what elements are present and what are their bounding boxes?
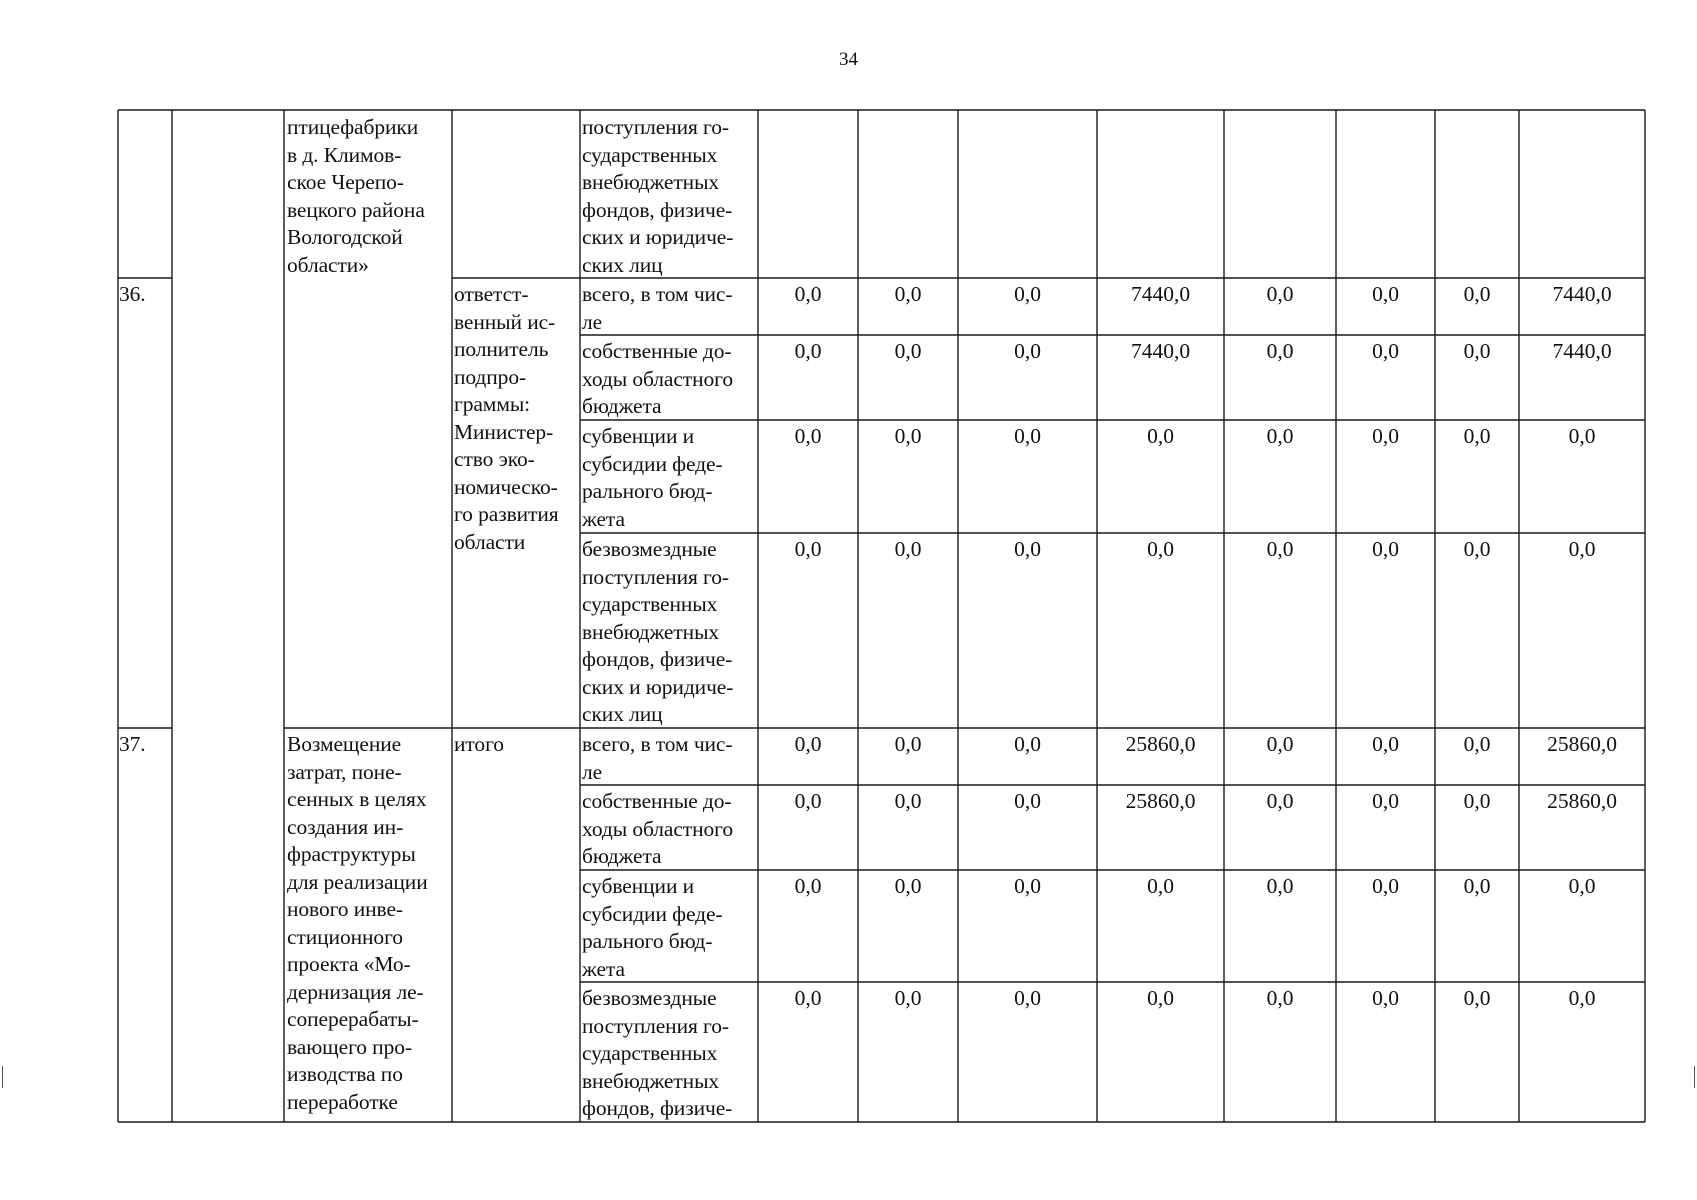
source-36-total: всего, в том чис- ле bbox=[582, 282, 733, 334]
row37-value-3-0: 0,0 bbox=[794, 986, 822, 1010]
funding-source-continued: поступления го- сударственных внебюджетных фондов, физиче- ских и юридиче- ских лиц bbox=[582, 115, 734, 277]
row37-value-1-4: 0,0 bbox=[1266, 789, 1294, 813]
row36-value-1-6: 0,0 bbox=[1463, 339, 1491, 363]
row37-value-3-7: 0,0 bbox=[1568, 986, 1596, 1010]
row36-value-1-5: 0,0 bbox=[1372, 339, 1399, 363]
row37-value-2-5: 0,0 bbox=[1372, 874, 1399, 898]
row36-value-1-3: 7440,0 bbox=[1130, 339, 1191, 363]
object-name-continued: птицефабрики в д. Климов- ское Черепо- вецкого района Вологодской области» bbox=[287, 115, 425, 277]
scan-edge-mark-left bbox=[2, 1066, 3, 1088]
source-37-total: всего, в том чис- ле bbox=[582, 732, 733, 784]
row-number-36: 36. bbox=[119, 282, 146, 306]
row37-value-2-3: 0,0 bbox=[1147, 874, 1174, 898]
source-36-federal: субвенции и субсидии феде- рального бюд- жета bbox=[582, 424, 723, 531]
row37-value-1-6: 0,0 bbox=[1463, 789, 1491, 813]
source-37-own: собственные до- ходы областного бюджета bbox=[582, 789, 733, 868]
row37-value-2-7: 0,0 bbox=[1568, 874, 1596, 898]
row37-value-1-0: 0,0 bbox=[794, 789, 822, 813]
row36-value-3-2: 0,0 bbox=[1014, 537, 1041, 561]
row36-value-3-7: 0,0 bbox=[1568, 537, 1596, 561]
row36-value-0-1: 0,0 bbox=[894, 282, 922, 306]
row36-value-3-5: 0,0 bbox=[1372, 537, 1399, 561]
row37-value-0-4: 0,0 bbox=[1266, 732, 1294, 756]
row37-value-2-0: 0,0 bbox=[794, 874, 822, 898]
row36-value-2-1: 0,0 bbox=[894, 424, 922, 448]
row37-value-3-3: 0,0 bbox=[1147, 986, 1174, 1010]
row37-value-0-0: 0,0 bbox=[794, 732, 822, 756]
row36-value-0-3: 7440,0 bbox=[1130, 282, 1191, 306]
row-number-37: 37. bbox=[119, 732, 146, 756]
row36-value-2-4: 0,0 bbox=[1266, 424, 1294, 448]
row37-value-2-6: 0,0 bbox=[1463, 874, 1491, 898]
page-number: 34 bbox=[839, 49, 858, 70]
row36-value-2-3: 0,0 bbox=[1147, 424, 1174, 448]
row37-value-3-1: 0,0 bbox=[894, 986, 922, 1010]
row37-value-1-5: 0,0 bbox=[1372, 789, 1399, 813]
object-name-37: Возмещение затрат, поне- сенных в целях создания ин- фраструктуры для реализации нового инве- стиционного проекта «Мо- дернизация ле- соперерабаты- вающего про- изводства по переработке bbox=[287, 732, 428, 1114]
row36-value-1-0: 0,0 bbox=[794, 339, 822, 363]
row36-value-2-0: 0,0 bbox=[794, 424, 822, 448]
row37-value-1-2: 0,0 bbox=[1014, 789, 1041, 813]
row37-value-0-2: 0,0 bbox=[1014, 732, 1041, 756]
row36-value-1-2: 0,0 bbox=[1014, 339, 1041, 363]
row36-value-0-2: 0,0 bbox=[1014, 282, 1041, 306]
row36-value-3-0: 0,0 bbox=[794, 537, 822, 561]
row37-value-0-5: 0,0 bbox=[1372, 732, 1399, 756]
source-37-gratuitous: безвозмездные поступления го- сударственных внебюджетных фондов, физиче- bbox=[582, 986, 733, 1120]
row37-value-3-4: 0,0 bbox=[1266, 986, 1294, 1010]
row37-value-1-1: 0,0 bbox=[894, 789, 922, 813]
row37-value-3-2: 0,0 bbox=[1014, 986, 1041, 1010]
row36-value-2-7: 0,0 bbox=[1568, 424, 1596, 448]
row36-value-3-3: 0,0 bbox=[1147, 537, 1174, 561]
row37-value-0-1: 0,0 bbox=[894, 732, 922, 756]
row37-value-0-3: 25860,0 bbox=[1125, 732, 1196, 756]
row36-value-3-1: 0,0 bbox=[894, 537, 922, 561]
row36-value-0-4: 0,0 bbox=[1266, 282, 1294, 306]
executor-37: итого bbox=[454, 732, 504, 756]
row36-value-1-7: 7440,0 bbox=[1552, 339, 1612, 363]
row36-value-3-6: 0,0 bbox=[1463, 537, 1491, 561]
row37-value-1-3: 25860,0 bbox=[1125, 789, 1196, 813]
row37-value-0-7: 25860,0 bbox=[1547, 732, 1617, 756]
row37-value-1-7: 25860,0 bbox=[1547, 789, 1617, 813]
source-36-own: собственные до- ходы областного бюджета bbox=[582, 339, 733, 418]
row37-value-3-5: 0,0 bbox=[1372, 986, 1399, 1010]
source-37-federal: субвенции и субсидии феде- рального бюд- жета bbox=[582, 874, 723, 981]
row36-value-0-7: 7440,0 bbox=[1552, 282, 1612, 306]
row37-value-2-2: 0,0 bbox=[1014, 874, 1041, 898]
row36-value-0-5: 0,0 bbox=[1372, 282, 1399, 306]
row36-value-2-5: 0,0 bbox=[1372, 424, 1399, 448]
row36-value-1-1: 0,0 bbox=[894, 339, 922, 363]
row36-value-0-6: 0,0 bbox=[1463, 282, 1491, 306]
source-36-gratuitous: безвозмездные поступления го- сударственных внебюджетных фондов, физиче- ских и юридиче- ских лиц bbox=[582, 537, 734, 726]
scan-edge-mark-right bbox=[1694, 1066, 1695, 1088]
row37-value-2-4: 0,0 bbox=[1266, 874, 1294, 898]
row36-value-0-0: 0,0 bbox=[794, 282, 822, 306]
row36-value-2-6: 0,0 bbox=[1463, 424, 1491, 448]
row36-value-1-4: 0,0 bbox=[1266, 339, 1294, 363]
row36-value-3-4: 0,0 bbox=[1266, 537, 1294, 561]
row37-value-2-1: 0,0 bbox=[894, 874, 922, 898]
row37-value-0-6: 0,0 bbox=[1463, 732, 1491, 756]
row36-value-2-2: 0,0 bbox=[1014, 424, 1041, 448]
executor-36: ответст- венный ис- полнитель подпро- граммы: Министер- ство эко- номическо- го развития области bbox=[454, 282, 559, 554]
row37-value-3-6: 0,0 bbox=[1463, 986, 1491, 1010]
